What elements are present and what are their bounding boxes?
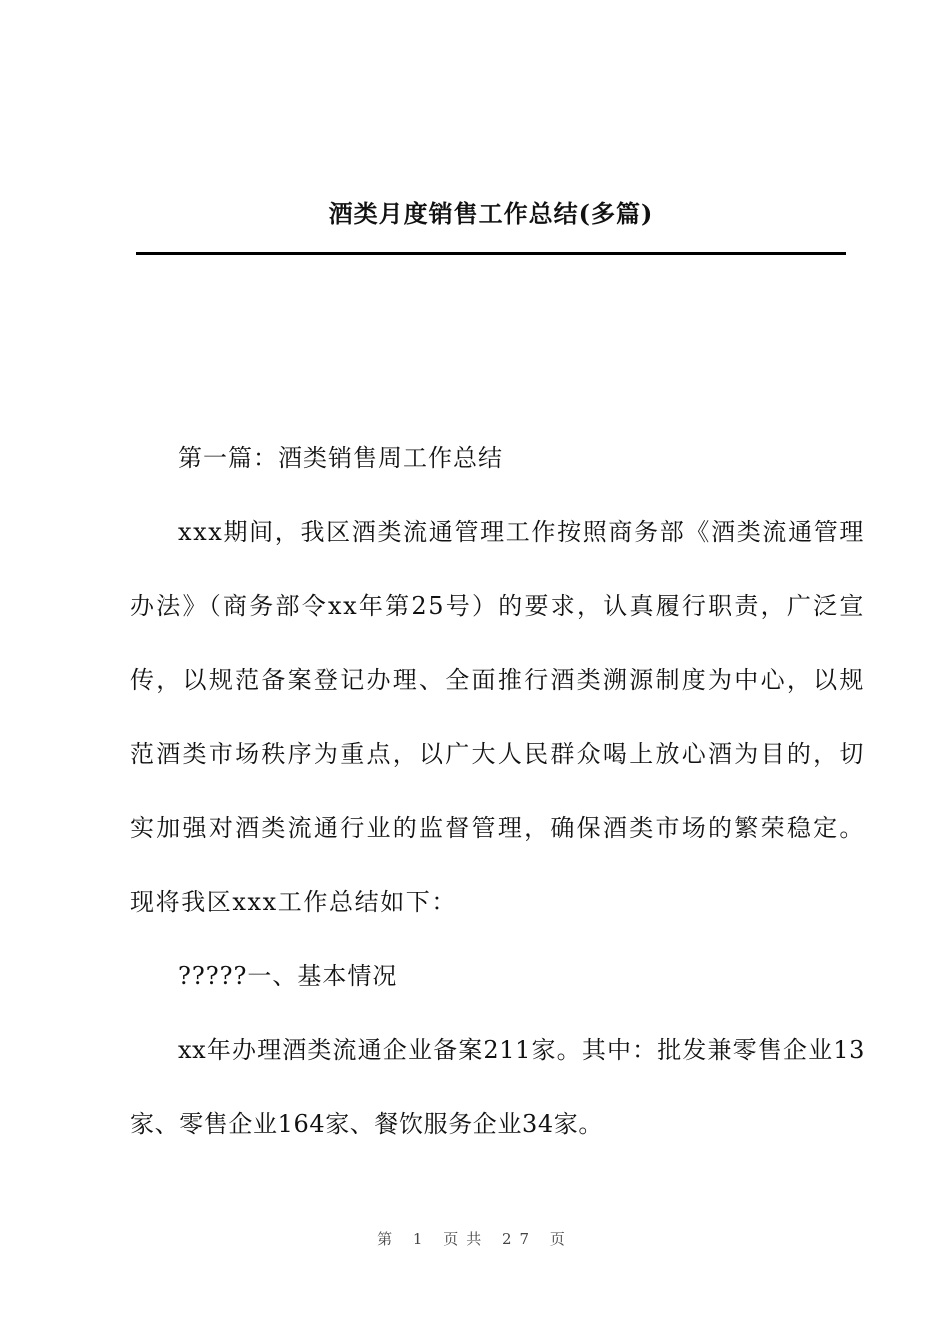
document-title: 酒类月度销售工作总结(多篇) (328, 199, 654, 228)
body-paragraph: xx年办理酒类流通企业备案211家。其中：批发兼零售企业13家、零售企业164家、餐饮服务企业34家。 (130, 1036, 865, 1138)
body-paragraph: xxx期间，我区酒类流通管理工作按照商务部《酒类流通管理办法》（商务部令xx年第25号）的要求，认真履行职责，广泛宣传，以规范备案登记办理、全面推行酒类溯源制度为中心，以规范酒类市场秩序为重点，以广大人民群众喝上放心酒为目的，切实加强对酒类流通行业的监督管理，确保酒类市场的繁荣稳定。现将我区xxx工作总结如下： (130, 518, 865, 916)
subsection-heading: ?????一、基本情况 (178, 962, 398, 990)
page-number-footer: 第 1 页共 27 页 (377, 1230, 573, 1248)
section-heading: 第一篇：酒类销售周工作总结 (178, 444, 503, 472)
document-body (130, 421, 865, 1161)
title-divider (136, 252, 846, 255)
